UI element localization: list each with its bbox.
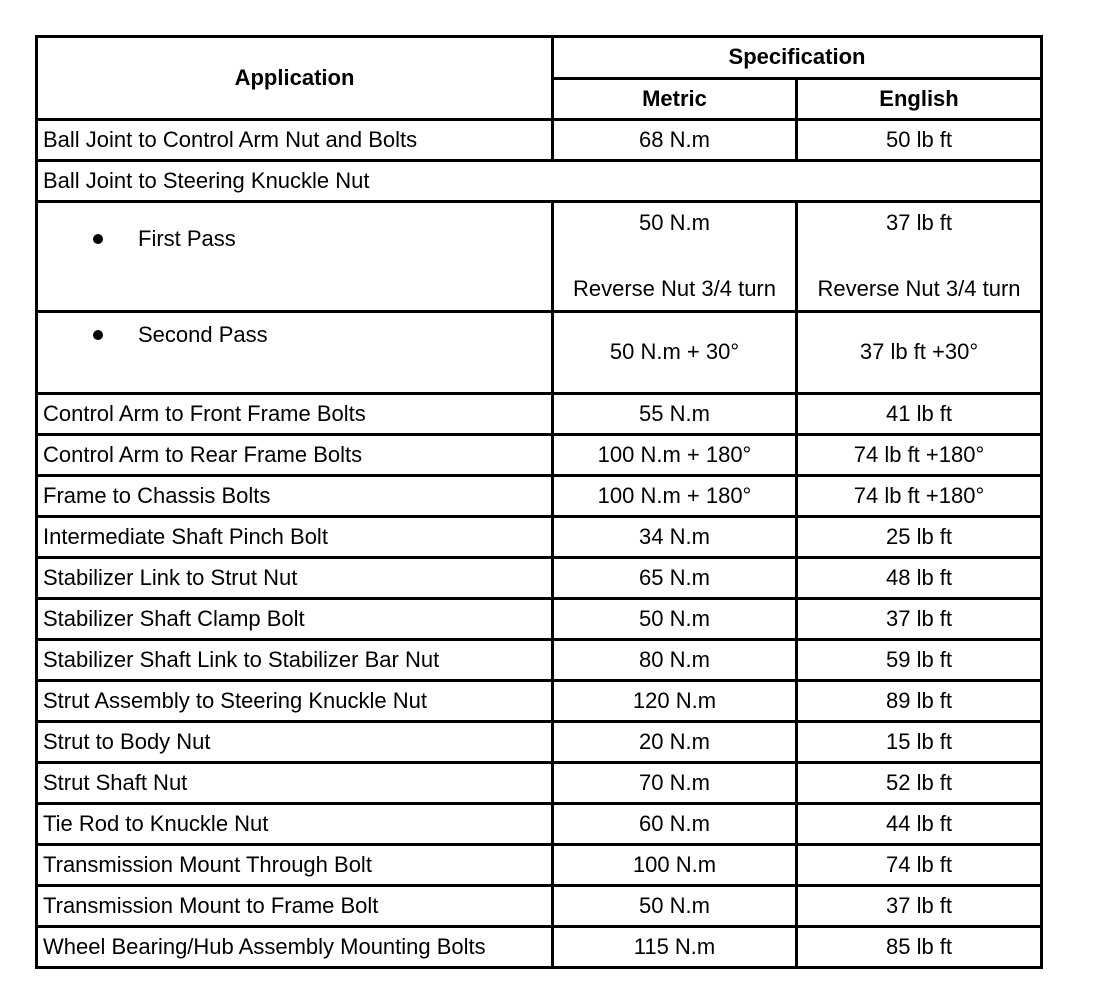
- application-cell: Stabilizer Shaft Link to Stabilizer Bar Nut: [37, 640, 553, 681]
- metric-cell: 65 N.m: [553, 558, 797, 599]
- metric-cell: [553, 202, 797, 312]
- application-cell: [37, 202, 553, 312]
- metric-cell: 50 N.m: [553, 599, 797, 640]
- metric-value: 50 N.m: [639, 210, 710, 235]
- application-cell: Stabilizer Link to Strut Nut: [37, 558, 553, 599]
- table-row: [37, 517, 1042, 558]
- english-cell: 59 lb ft: [797, 640, 1042, 681]
- fastener-specification-table: [35, 35, 1043, 969]
- english-cell: 89 lb ft: [797, 681, 1042, 722]
- english-cell: 48 lb ft: [797, 558, 1042, 599]
- metric-cell: 60 N.m: [553, 804, 797, 845]
- application-cell: Strut Assembly to Steering Knuckle Nut: [37, 681, 553, 722]
- metric-note: Reverse Nut 3/4 turn: [573, 275, 776, 301]
- metric-cell: 100 N.m + 180°: [553, 476, 797, 517]
- bullet-icon: [93, 330, 103, 340]
- english-cell: [797, 202, 1042, 312]
- table-row: [37, 120, 1042, 161]
- table-row: [37, 763, 1042, 804]
- english-cell: 25 lb ft: [797, 517, 1042, 558]
- application-cell: Strut Shaft Nut: [37, 763, 553, 804]
- table-row: [37, 640, 1042, 681]
- metric-cell: 100 N.m + 180°: [553, 435, 797, 476]
- table-row: [37, 804, 1042, 845]
- english-cell: 44 lb ft: [797, 804, 1042, 845]
- table-row: [37, 435, 1042, 476]
- table-row: [37, 599, 1042, 640]
- metric-cell: 20 N.m: [553, 722, 797, 763]
- application-cell: Transmission Mount Through Bolt: [37, 845, 553, 886]
- application-cell: [37, 312, 553, 394]
- table-row: [37, 722, 1042, 763]
- application-text: First Pass: [138, 226, 236, 251]
- header-specification: Specification: [553, 37, 1042, 79]
- table-row: [37, 845, 1042, 886]
- header-english: English: [797, 79, 1042, 120]
- metric-cell: 120 N.m: [553, 681, 797, 722]
- metric-cell: 50 N.m: [553, 886, 797, 927]
- metric-cell: 34 N.m: [553, 517, 797, 558]
- english-cell: 52 lb ft: [797, 763, 1042, 804]
- application-text: Second Pass: [138, 322, 268, 347]
- table-row: [37, 681, 1042, 722]
- application-cell: Transmission Mount to Frame Bolt: [37, 886, 553, 927]
- english-cell: 85 lb ft: [797, 927, 1042, 968]
- application-cell: Ball Joint to Control Arm Nut and Bolts: [37, 120, 553, 161]
- table-row: [37, 886, 1042, 927]
- table-row: [37, 394, 1042, 435]
- english-cell: 74 lb ft: [797, 845, 1042, 886]
- application-cell: Intermediate Shaft Pinch Bolt: [37, 517, 553, 558]
- metric-cell: 70 N.m: [553, 763, 797, 804]
- english-cell: 37 lb ft: [797, 599, 1042, 640]
- table-row: [37, 558, 1042, 599]
- application-cell: Control Arm to Rear Frame Bolts: [37, 435, 553, 476]
- english-cell: 15 lb ft: [797, 722, 1042, 763]
- application-cell: Strut to Body Nut: [37, 722, 553, 763]
- application-cell: Frame to Chassis Bolts: [37, 476, 553, 517]
- table-row: [37, 202, 1042, 312]
- application-cell: Ball Joint to Steering Knuckle Nut: [37, 161, 1042, 202]
- metric-cell: 100 N.m: [553, 845, 797, 886]
- metric-cell: 50 N.m + 30°: [553, 312, 797, 394]
- metric-cell: 80 N.m: [553, 640, 797, 681]
- english-cell: 74 lb ft +180°: [797, 476, 1042, 517]
- table-row: [37, 161, 1042, 202]
- english-value: 37 lb ft: [885, 210, 953, 235]
- metric-cell: 55 N.m: [553, 394, 797, 435]
- english-cell: 41 lb ft: [797, 394, 1042, 435]
- english-cell: 37 lb ft +30°: [797, 312, 1042, 394]
- application-cell: Wheel Bearing/Hub Assembly Mounting Bolts: [37, 927, 553, 968]
- metric-cell: 115 N.m: [553, 927, 797, 968]
- header-metric: Metric: [553, 79, 797, 120]
- table-row: [37, 476, 1042, 517]
- table-row: [37, 927, 1042, 968]
- english-note: Reverse Nut 3/4 turn: [817, 275, 1021, 301]
- table-row: [37, 312, 1042, 394]
- english-cell: 74 lb ft +180°: [797, 435, 1042, 476]
- english-cell: 50 lb ft: [797, 120, 1042, 161]
- metric-cell: 68 N.m: [553, 120, 797, 161]
- application-cell: Tie Rod to Knuckle Nut: [37, 804, 553, 845]
- english-cell: 37 lb ft: [797, 886, 1042, 927]
- application-cell: Stabilizer Shaft Clamp Bolt: [37, 599, 553, 640]
- application-cell: Control Arm to Front Frame Bolts: [37, 394, 553, 435]
- bullet-icon: [93, 234, 103, 244]
- header-application: Application: [37, 37, 553, 120]
